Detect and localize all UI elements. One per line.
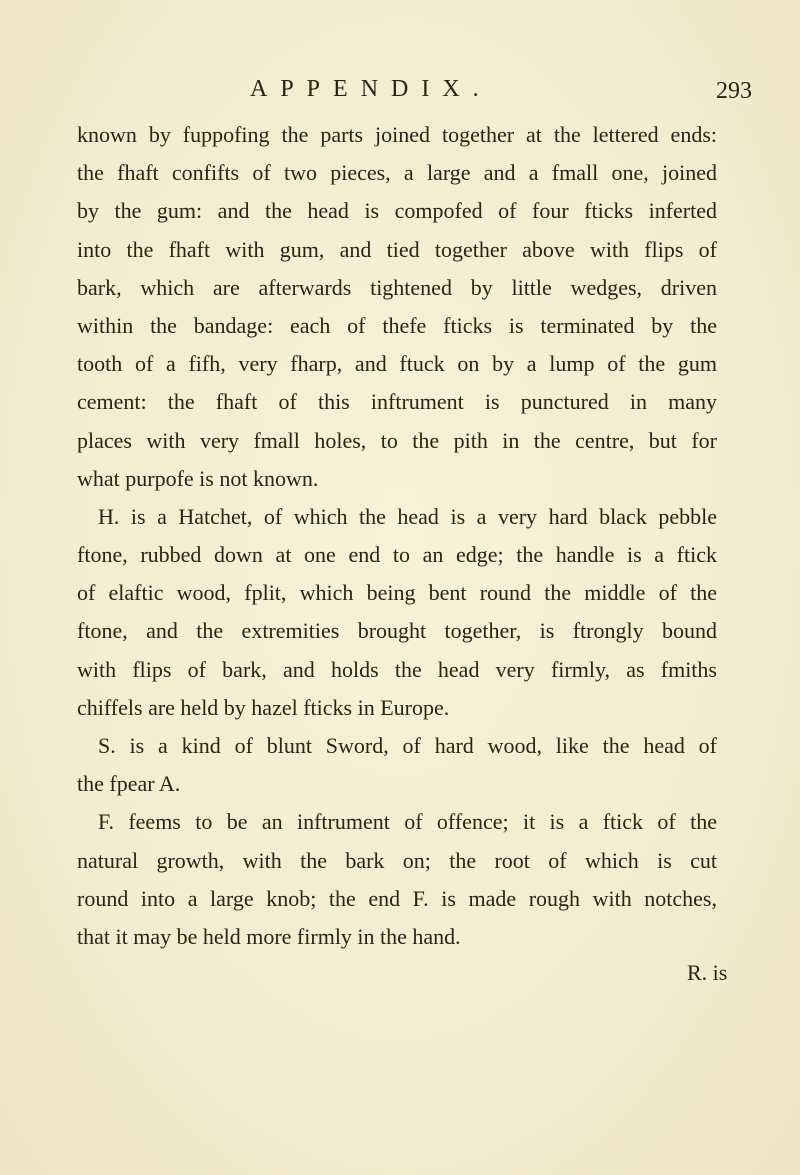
- text-line: S. is a kind of blunt Sword, of hard wood, like the head of: [98, 733, 717, 758]
- text-line: ftone, and the extremities brought together, is ftrongly bound: [77, 618, 717, 644]
- text-line: chiffels are held by hazel fticks in Europe.: [77, 694, 450, 720]
- text-line: by the gum: and the head is compofed of four fticks inferted: [77, 198, 717, 224]
- text-line: within the bandage: each of thefe fticks is terminated by the: [77, 312, 717, 338]
- text-line: H. is a Hatchet, of which the head is a very hard black pebble: [98, 503, 717, 529]
- text-line: the fhaft confifts of two pieces, a large and a fmall one, joined: [77, 160, 717, 186]
- text-line: tooth of a fifh, very fharp, and ftuck on by a lump of the gum: [77, 351, 717, 377]
- catchword: R. is: [687, 960, 728, 985]
- running-title: APPENDIX.: [250, 76, 492, 102]
- text-line: with flips of bark, and holds the head very firmly, as fmiths: [77, 656, 717, 682]
- text-line: cement: the fhaft of this inftrument is punctured in many: [77, 389, 717, 415]
- text-line: round into a large knob; the end F. is made rough with notches,: [77, 885, 717, 911]
- text-line: the fpear A.: [77, 771, 181, 797]
- text-line: ftone, rubbed down at one end to an edge; the handle is a ftick: [77, 542, 717, 568]
- text-line: what purpofe is not known.: [77, 465, 319, 491]
- text-line: of elaftic wood, fplit, which being bent round the middle of the: [77, 580, 717, 606]
- text-line: into the fhaft with gum, and tied together above with flips of: [77, 236, 717, 262]
- text-line: F. feems to be an inftrument of offence; it is a ftick of the: [98, 809, 717, 835]
- text-line: natural growth, with the bark on; the root of which is cut: [77, 847, 717, 873]
- text-line: places with very fmall holes, to the pith in the centre, but for: [77, 427, 717, 453]
- page-number: 293: [716, 78, 752, 104]
- text-line: known by fuppofing the parts joined together at the lettered ends:: [77, 122, 717, 147]
- text-line: that it may be held more firmly in the hand.: [77, 923, 461, 949]
- body-text: [77, 116, 717, 956]
- text-line: bark, which are afterwards tightened by little wedges, driven: [77, 274, 717, 300]
